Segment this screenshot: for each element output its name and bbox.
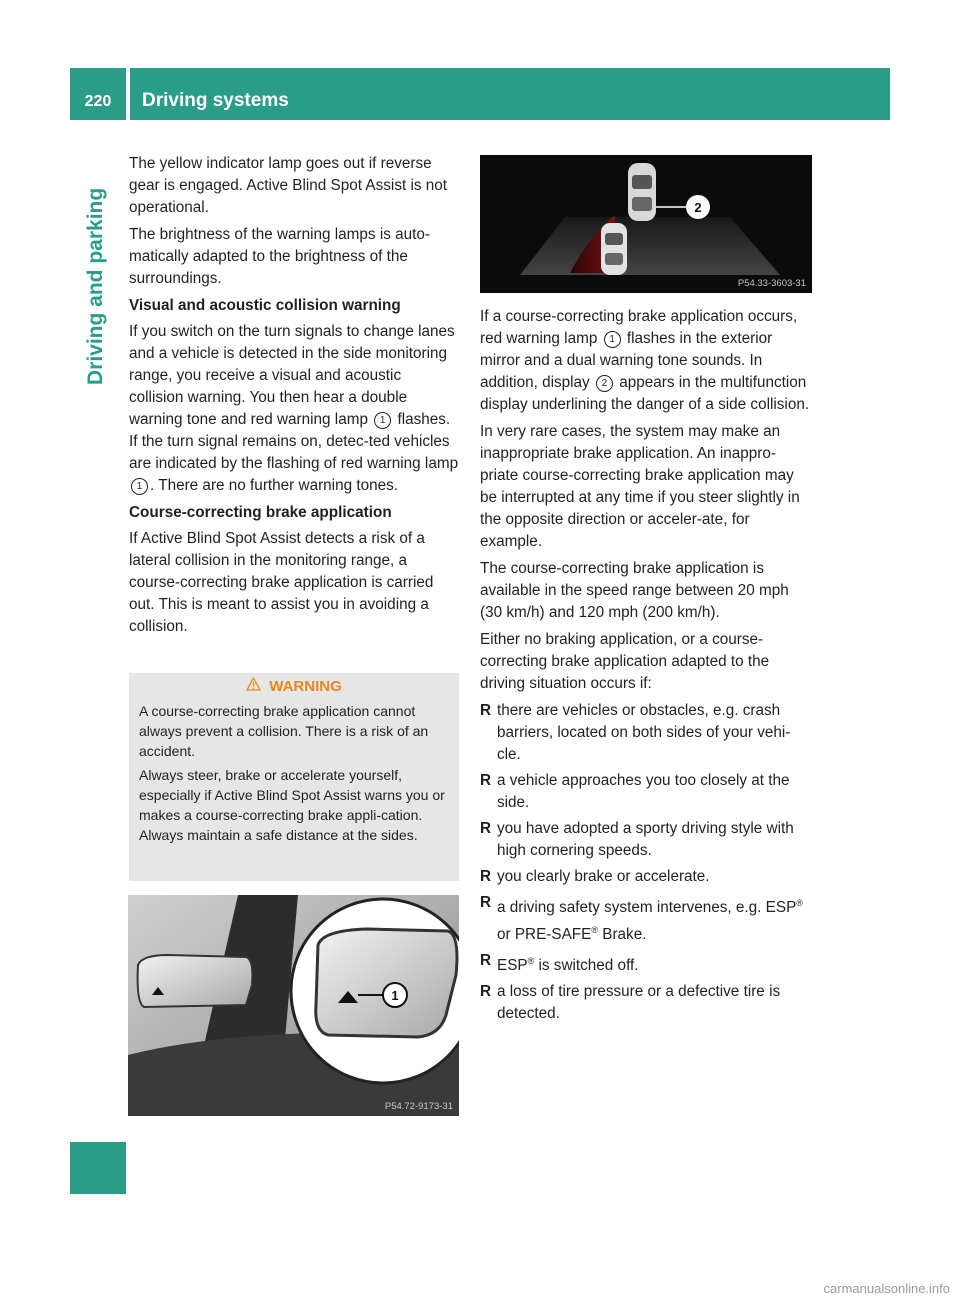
- list-item: [480, 866, 814, 888]
- header-bar: [130, 68, 890, 120]
- list-item-text: is switched off.: [538, 957, 639, 975]
- warning-box: [129, 673, 459, 881]
- list-item: [480, 950, 814, 977]
- registered-mark: ®: [591, 925, 598, 936]
- callout-1-icon: 1: [391, 988, 399, 1003]
- list-item: [480, 770, 814, 814]
- bullet-icon: R: [480, 820, 492, 837]
- bullet-icon: R: [480, 894, 492, 911]
- text-run: flashes in the exterior mirror and a dual warning tone sounds. In addition, display: [480, 330, 773, 391]
- paragraph: [129, 321, 459, 497]
- list-item-text: a loss of tire pressure or a defective tire is detected.: [497, 983, 781, 1023]
- callout-2-icon: 2: [694, 200, 702, 215]
- bullet-icon: R: [480, 702, 492, 719]
- paragraph: The yellow indicator lamp goes out if reverse gear is engaged. Active Blind Spot Assist is not operational.: [129, 155, 448, 216]
- warning-text: A course-correcting brake application cannot always prevent a collision. There is a risk of an accident.: [139, 703, 429, 759]
- list-item-text: or PRE-SAFE: [497, 926, 592, 944]
- list-item: [480, 700, 814, 766]
- list-item: [480, 818, 814, 862]
- text-run: . There are no further warning tones.: [150, 477, 399, 494]
- section-heading: Course-correcting brake application: [129, 504, 392, 521]
- list-item: [480, 892, 814, 946]
- figure-code: P54.72-9173-31: [384, 1101, 453, 1112]
- paragraph: The brightness of the warning lamps is auto-matically adapted to the brightness of the surroundings.: [129, 226, 430, 287]
- list-item-text: you have adopted a sporty driving style with high cornering speeds.: [497, 820, 794, 859]
- callout-2-icon: 2: [596, 375, 613, 392]
- text-run: If you switch on the turn signals to change lanes and a vehicle is detected in the side monitoring range, you receive a visual and acoustic collision warning. You then hear a double warning tone and red warning lamp: [129, 323, 455, 428]
- text-run: appears in the multifunction display underlining the danger of a side collision.: [480, 374, 810, 413]
- figure-code: P54.33-3603-31: [737, 278, 806, 289]
- list-item-text: a driving safety system intervenes, e.g. ESP: [497, 899, 797, 917]
- page-title: Driving systems: [142, 90, 289, 111]
- registered-mark: ®: [527, 956, 535, 967]
- callout-1-icon: 1: [604, 331, 621, 348]
- list-item-text: a vehicle approaches you too closely at the side.: [497, 772, 790, 811]
- bullet-icon: R: [480, 772, 492, 789]
- left-column: [129, 153, 459, 643]
- mirror-illustration: [128, 895, 459, 1116]
- warning-label: WARNING: [269, 678, 342, 695]
- bullet-icon: R: [480, 952, 492, 970]
- paragraph: If Active Blind Spot Assist detects a risk of a lateral collision in the monitoring range, a course-correcting brake application is carried out. This is meant to assist you in avoiding a collision.: [129, 530, 434, 635]
- car-own: [601, 223, 627, 275]
- warning-text: Always steer, brake or accelerate yourself, especially if Active Blind Spot Assist warns you or makes a course-correcting brake appli-cation. Always maintain a safe distance at the sides.: [139, 767, 445, 843]
- multifunction-display-figure: [480, 155, 812, 293]
- text-run: If a course-correcting brake application occurs, red warning lamp: [480, 308, 798, 347]
- watermark: carmanualsonline.info: [823, 1281, 950, 1296]
- list-item-text: Brake.: [602, 926, 647, 944]
- exterior-mirror-figure: [128, 895, 459, 1116]
- bullet-icon: R: [480, 983, 492, 1001]
- paragraph: The course-correcting brake application is available in the speed range between 20 mph (30 km/h) and 120 mph (200 km/h).: [480, 560, 789, 621]
- side-tab-label: Driving and parking: [84, 187, 107, 385]
- section-heading: Visual and acoustic collision warning: [129, 297, 401, 314]
- page-number: 220: [84, 93, 112, 110]
- condition-list: [480, 700, 814, 1025]
- text-run: flashes. If the turn signal remains on, detec-ted vehicles are indicated by the flashing of red warning lamp: [129, 411, 459, 472]
- list-item-text: you clearly brake or accelerate.: [497, 868, 710, 885]
- paragraph: In very rare cases, the system may make an inappropriate brake application. An inappro-priate course-correcting brake application may be interrupted at any time if you steer slightly in the opposite direction or acceler-ate, for example.: [480, 423, 800, 550]
- callout-1-icon: 1: [374, 412, 391, 429]
- right-column: [480, 306, 814, 1029]
- display-illustration: [480, 155, 812, 293]
- paragraph: [480, 306, 814, 416]
- callout-1-icon: 1: [131, 478, 148, 495]
- warning-triangle-icon: [246, 677, 261, 691]
- car-top: [628, 163, 656, 221]
- list-item: [480, 981, 814, 1025]
- registered-mark: ®: [796, 898, 803, 908]
- side-tab-marker: [70, 1142, 126, 1194]
- paragraph: Either no braking application, or a course-correcting brake application adapted to the driving situation occurs if:: [480, 631, 770, 692]
- bullet-icon: R: [480, 868, 492, 885]
- list-item-text: ESP: [497, 957, 528, 975]
- list-item-text: there are vehicles or obstacles, e.g. crash barriers, located on both sides of your vehi-cle.: [497, 702, 791, 763]
- warning-title: [139, 677, 449, 697]
